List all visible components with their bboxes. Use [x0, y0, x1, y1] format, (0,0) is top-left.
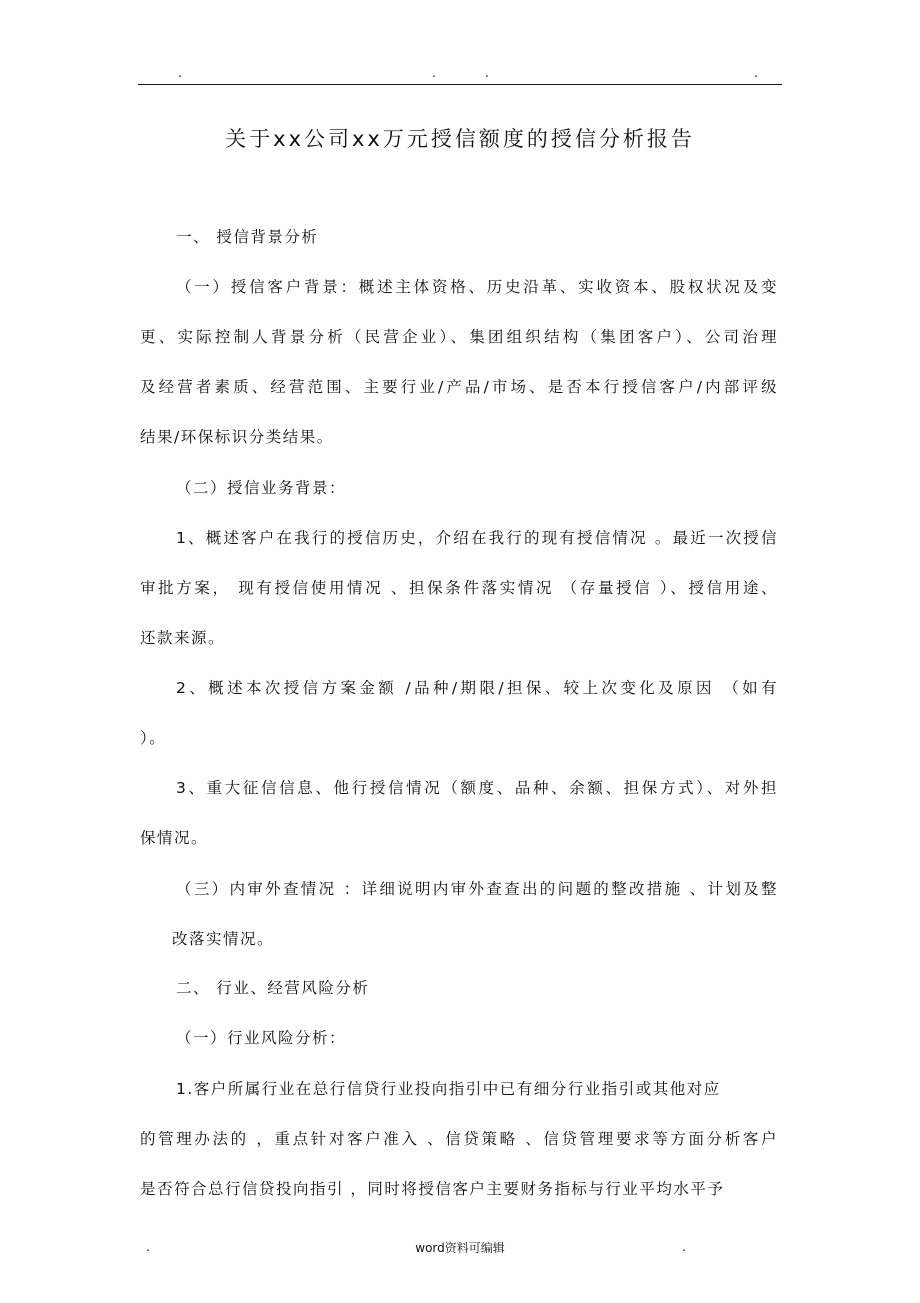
paragraph-line: 的管理办法的 ，重点针对客户准入 、信贷策略 、信贷管理要求等方面分析客户 [140, 1130, 778, 1148]
footer-dot-right: . [682, 1240, 686, 1254]
footer-text: word资料可编辑 [415, 1241, 505, 1255]
paragraph-line: 1.客户所属行业在总行信贷行业投向指引中已有细分行业指引或其他对应 [176, 1080, 721, 1098]
subsection-heading: （二）授信业务背景： [176, 479, 347, 497]
paragraph-line: 更、实际控制人背景分析（民营企业）、集团组织结构（集团客户）、公司治理 [140, 328, 778, 346]
header-dot-4: . [754, 66, 758, 80]
header-dot-3: . [485, 66, 489, 80]
footer-dot-left: . [146, 1240, 150, 1254]
paragraph-line: 结果/环保标识分类结果。 [140, 428, 334, 446]
paragraph-line: 及经营者素质、经营范围、主要行业/产品/市场、是否本行授信客户/内部评级 [140, 378, 778, 396]
section-heading-1: 一、 授信背景分析 [176, 228, 319, 246]
subsection-heading: （一）行业风险分析： [176, 1029, 347, 1047]
header-rule [138, 84, 782, 85]
paragraph-line: ）。 [140, 729, 167, 747]
paragraph-line: 保情况。 [140, 829, 209, 847]
paragraph-line: 是否符合总行信贷投向指引 ，同时将授信客户主要财务指标与行业平均水平予 [140, 1180, 725, 1198]
paragraph-line: 2、概述本次授信方案金额 /品种/期限/担保、较上次变化及原因 （如有 [176, 679, 778, 697]
paragraph-line: 1、概述客户在我行的授信历史，介绍在我行的现有授信情况 。最近一次授信 [176, 529, 778, 547]
section-heading-2: 二、 行业、经营风险分析 [176, 979, 370, 997]
header-dot-1: . [178, 66, 182, 80]
paragraph-line: 改落实情况。 [172, 930, 275, 948]
paragraph-line: 3、重大征信信息、他行授信情况（额度、品种、余额、担保方式）、对外担 [176, 779, 778, 797]
paragraph-line: （三）内审外查情况 ：详细说明内审外查查出的问题的整改措施 、计划及整 [176, 880, 778, 898]
header-dot-2: . [432, 66, 436, 80]
paragraph-line: （一）授信客户背景：概述主体资格、历史沿革、实收资本、股权状况及变 [176, 278, 778, 296]
paragraph-line: 还款来源。 [140, 629, 226, 647]
document-title: 关于xx公司xx万元授信额度的授信分析报告 [225, 127, 695, 151]
paragraph-line: 审批方案， 现有授信使用情况 、担保条件落实情况 （存量授信 ）、授信用途、 [140, 579, 778, 597]
